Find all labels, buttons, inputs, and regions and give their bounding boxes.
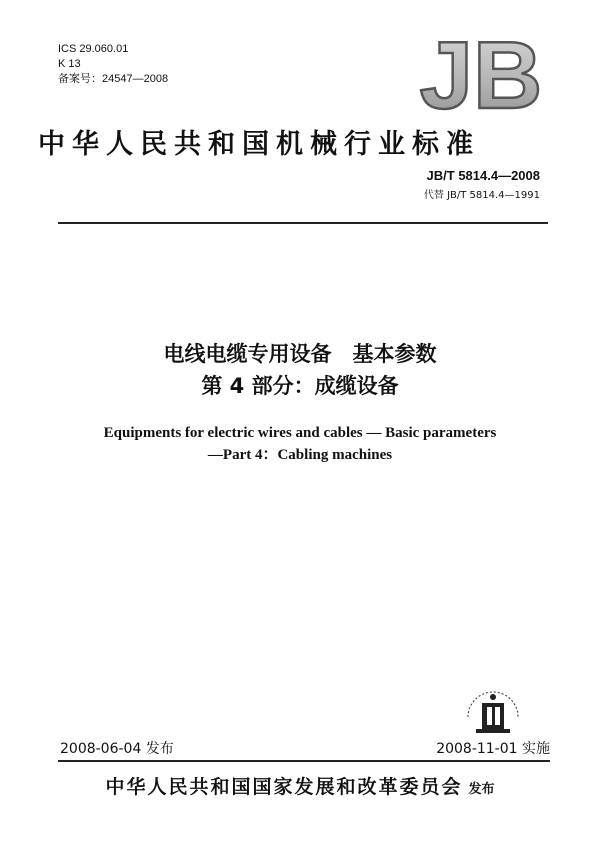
chinese-title-line-2: 第 4 部分：成缆设备 xyxy=(201,374,399,398)
classification-code: K 13 xyxy=(58,58,81,70)
chinese-title-line-1: 电线电缆专用设备 基本参数 xyxy=(163,342,437,366)
standard-number: JB/T 5814.4—2008 xyxy=(426,168,540,183)
standard-type-heading: 中华人民共和国机械行业标准 xyxy=(38,129,480,160)
implementation-date: 2008-11-01 实施 xyxy=(436,741,550,757)
logo-text: JB xyxy=(419,30,543,120)
header-divider xyxy=(58,222,548,224)
issuer-suffix: 发布 xyxy=(468,782,495,797)
record-number: 备案号：24547—2008 xyxy=(58,73,169,85)
jb-logo xyxy=(418,30,544,120)
issue-date: 2008-06-04 发布 xyxy=(60,741,174,757)
english-title-line-2: —Part 4：Cabling machines xyxy=(207,447,393,463)
publisher-seal-icon xyxy=(462,685,524,737)
ics-code: ICS 29.060.01 xyxy=(58,43,129,55)
issuer-name: 中华人民共和国国家发展和改革委员会 xyxy=(105,776,463,798)
english-title-line-1: Equipments for electric wires and cables — Basic parameters xyxy=(103,425,497,441)
replaces-standard: 代替 JB/T 5814.4—1991 xyxy=(423,190,540,201)
footer-divider xyxy=(58,760,550,762)
issuer-line xyxy=(0,772,600,799)
